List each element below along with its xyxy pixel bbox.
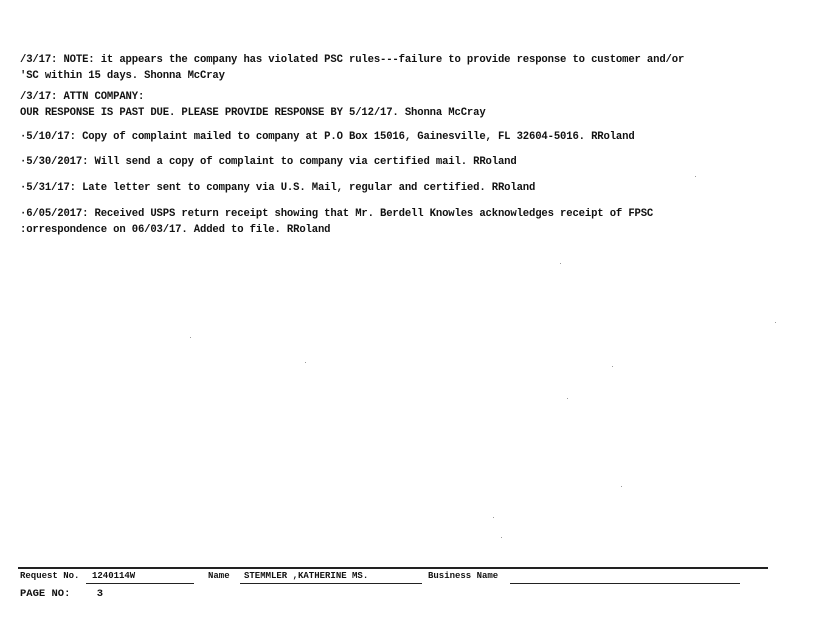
page-number-value: 3	[96, 588, 104, 600]
request-no-underline	[86, 583, 194, 584]
scan-speck	[501, 537, 502, 538]
request-no-label: Request No.	[20, 571, 80, 581]
note-line: ·6/05/2017: Received USPS return receipt showing that Mr. Berdell Knowles acknowledges receipt of FPSC	[20, 208, 654, 220]
scan-speck	[560, 263, 561, 264]
name-label: Name	[208, 571, 230, 581]
note-entry	[20, 206, 653, 238]
scan-speck	[493, 517, 494, 518]
footer-divider	[18, 567, 768, 569]
note-line: /3/17: NOTE: it appears the company has violated PSC rules---failure to provide response to customer and/or	[20, 54, 685, 66]
scan-speck	[775, 322, 776, 323]
note-line: OUR RESPONSE IS PAST DUE. PLEASE PROVIDE RESPONSE BY 5/12/17. Shonna McCray	[20, 107, 486, 119]
scan-speck	[190, 337, 191, 338]
note-line: :orrespondence on 06/03/17. Added to file. RRoland	[20, 224, 331, 236]
scan-speck	[567, 398, 568, 399]
business-name-label: Business Name	[428, 571, 499, 581]
note-line: /3/17: ATTN COMPANY:	[20, 91, 145, 103]
note-line: ·5/30/2017: Will send a copy of complaint to company via certified mail. RRoland	[20, 156, 517, 168]
business-name-underline	[510, 583, 740, 584]
note-entry	[20, 129, 635, 145]
note-line: 'SC within 15 days. Shonna McCray	[20, 70, 225, 82]
scan-speck	[305, 362, 306, 363]
scan-speck	[621, 486, 622, 487]
note-entry	[20, 52, 684, 84]
note-line: ·5/31/17: Late letter sent to company via U.S. Mail, regular and certified. RRoland	[20, 182, 536, 194]
scan-speck	[695, 176, 696, 177]
note-entry	[20, 180, 535, 196]
note-entry	[20, 154, 517, 170]
name-value: STEMMLER ,KATHERINE MS.	[244, 571, 369, 581]
page-number	[20, 588, 103, 600]
note-line: ·5/10/17: Copy of complaint mailed to company at P.O Box 15016, Gainesville, FL 32604-5016. RRoland	[20, 131, 635, 143]
note-entry	[20, 89, 486, 121]
request-no-value: 1240114W	[92, 571, 136, 581]
scan-speck	[612, 366, 613, 367]
page-number-label: PAGE NO:	[20, 588, 71, 600]
name-underline	[240, 583, 422, 584]
